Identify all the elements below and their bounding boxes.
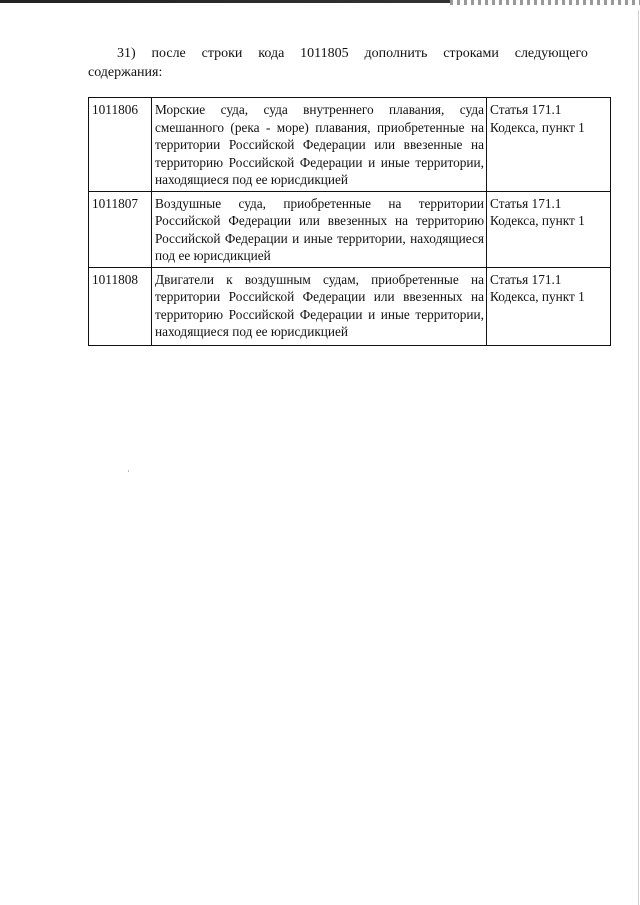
description-cell: Двигатели к воздушным судам, приобретенные на территории Российской Федерации или ввезенных на территорию Российской Федерации и иные территории, находящиеся под ее юрисдикцией <box>152 267 487 345</box>
code-cell: 1011806 <box>89 98 152 192</box>
reference-cell <box>487 267 611 345</box>
intro-paragraph <box>88 44 588 82</box>
scan-edge-top-right <box>450 0 640 5</box>
table-row <box>89 98 611 192</box>
scan-speck <box>128 470 129 472</box>
table-row <box>89 191 611 267</box>
table-row <box>89 267 611 345</box>
description-cell: Морские суда, суда внутреннего плавания, суда смешанного (река - море) плавания, приобретенные на территории Российской Федерации или ввезенные на территорию Российской Федерации и иные территории, находящиеся под ее юрисдикцией <box>152 98 487 192</box>
code-cell: 1011807 <box>89 191 152 267</box>
scan-edge-right <box>638 10 639 905</box>
reference-article: Статья 171.1 <box>490 102 562 117</box>
item-number: 31) <box>117 46 136 61</box>
reference-cell <box>487 191 611 267</box>
intro-word: после <box>151 46 186 61</box>
reference-clause: Кодекса, пункт 1 <box>490 289 585 304</box>
intro-line-2: содержания: <box>88 65 163 80</box>
intro-word: кода <box>258 46 285 61</box>
reference-article: Статья 171.1 <box>490 271 562 287</box>
intro-word: дополнить <box>364 46 428 61</box>
intro-word: следующего <box>514 46 588 61</box>
intro-word: строками <box>443 46 499 61</box>
code-cell: 1011808 <box>89 267 152 345</box>
intro-code: 1011805 <box>300 46 349 61</box>
reference-article: Статья 171.1 <box>490 195 562 211</box>
reference-cell <box>487 98 611 192</box>
description-cell: Воздушные суда, приобретенные на территории Российской Федерации или ввезенных на территорию Российской Федерации и иные территории, находящиеся под ее юрисдикцией <box>152 191 487 267</box>
intro-line-1 <box>88 44 588 63</box>
reference-clause: Кодекса, пункт 1 <box>490 213 585 228</box>
intro-word: строки <box>201 46 243 61</box>
codes-table <box>88 97 611 346</box>
reference-clause: Кодекса, пункт 1 <box>490 119 585 135</box>
